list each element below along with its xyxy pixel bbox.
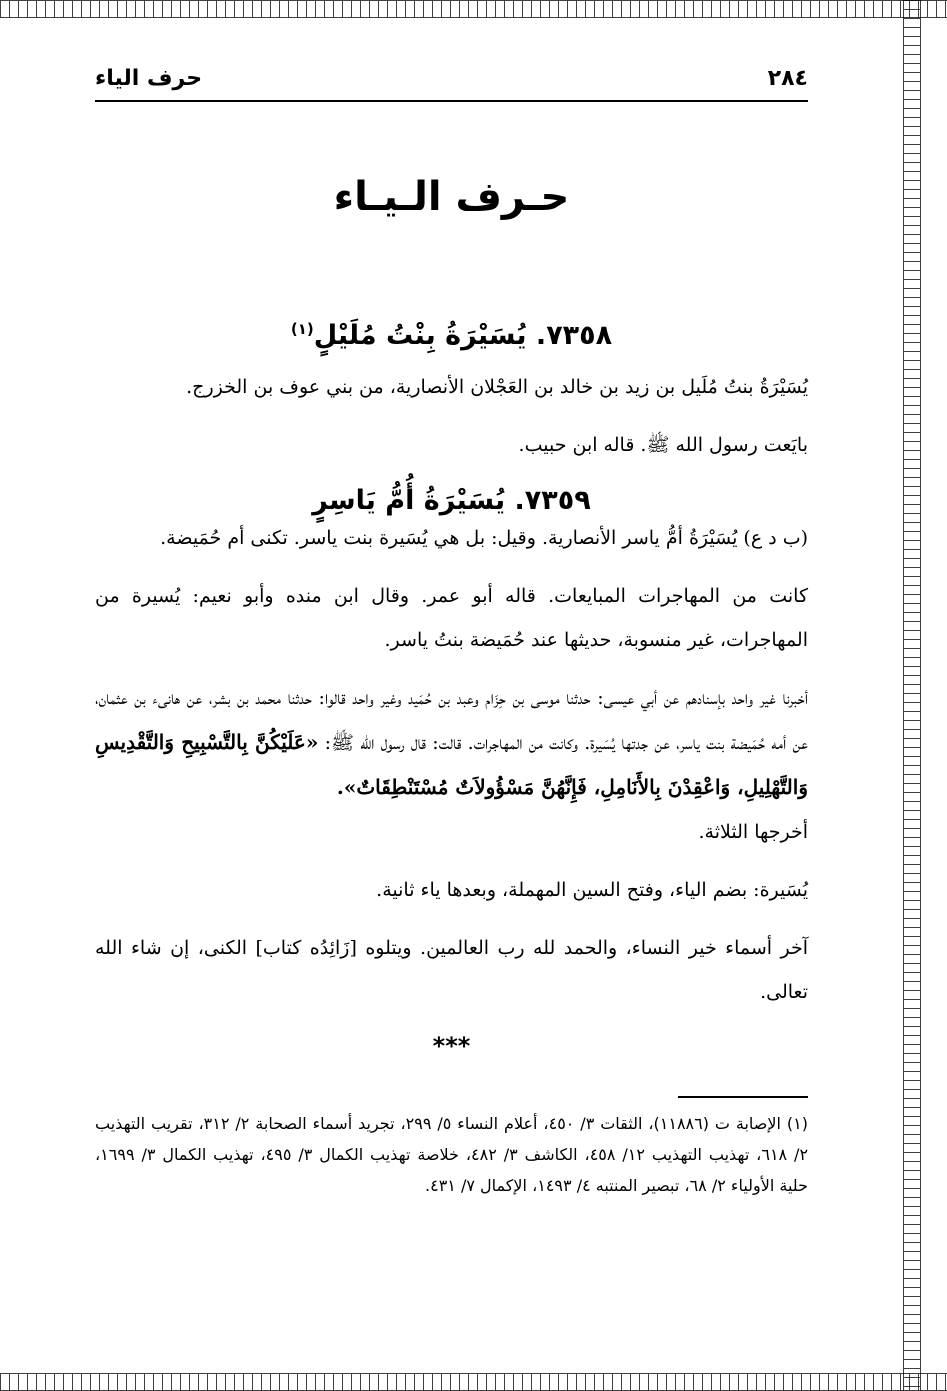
book-page [95,60,808,1201]
footnote-rule [678,1096,808,1098]
entry-paragraph: آخر أسماء خير النساء، والحمد لله رب العالمين. ويتلوه [زَائِدُه كتاب] الكنى، إن شاء الله تعالى. [95,937,808,1003]
footnote: (١) الإصابة ت (١١٨٨٦)، الثقات ٣/ ٤٥٠، أعلام النساء ٥/ ٢٩٩، تجريد أسماء الصحابة ٢/ ٣١٢، تقريب التهذيب ٢/ ٦١٨، تهذيب التهذيب ١٢/ ٤٥٨، الكاشف ٣/ ٤٨٢، خلاصة تهذيب الكمال ٣/ ٤٩٥، تهذيب الكمال ٣/ ١٦٩٩، حلية الأولياء ٢/ ٦٨، تبصير المنتبه ٤/ ١٤٩٣، الإكمال ٧/ ٤٣١. [95,1114,809,1195]
entry-paragraph: بايَعت رسول الله ﷺ. قاله ابن حبيب. [518,434,808,456]
entry-paragraph: كانت من المهاجرات المبايعات. قاله أبو عمر. وقال ابن منده وأبو نعيم: يُسيرة من المهاجرات، غير منسوبة، حديثها عند حُمَيضة بنتُ ياسر. [95,585,808,651]
isnad-text: أخبرنا غير واحد بإسنادهم عن أبي عيسى: حدثنا موسى بن حِزَام وعبد بن حُمَيد وغير واحد قالوا: حدثنا محمد بن بشر، عن هانىء بن عثمان، عن أمه حُمَيضة بنت ياسر، عن جدتها يُسَيرة. وكانت من المهاجرات. قالت: قال رسول الله ﷺ: [95,687,808,754]
chapter-title: حـرف الـيـاء [333,174,570,220]
entry-paragraph: أخرجها الثلاثة. [698,821,808,843]
header-rule [95,100,808,102]
entry-paragraph [95,676,808,810]
running-header [95,60,808,96]
entry-title-text: ٧٣٥٩. يُسَيْرَةُ أُمُّ يَاسِرٍ [312,485,591,516]
entry-paragraph: يُسَيْرَةُ بنتُ مُلَيل بن زيد بن خالد بن العَجْلان الأنصارية، من بني عوف بن الخزرج. [186,376,808,398]
entry-paragraph: يُسَيرة: بضم الياء، وفتح السين المهملة، وبعدها ياء ثانية. [376,879,808,901]
entry-title [95,485,808,516]
footnote-reference: (١) [290,320,314,338]
decorative-border-top [0,0,947,18]
page-number: ٢٨٤ [767,65,808,91]
entry-title-text: ٧٣٥٨. يُسَيْرَةُ بِنْتُ مُلَيْلٍ [313,320,613,351]
entry-title [95,320,808,351]
hadith-text: «عَلَيْكُنَّ بِالتَّسْبِيحِ وَالتَّقْدِيسِ وَالتَّهْلِيلِ، وَاعْقِدْنَ بِالأَنَامِلِ، فَإِنَّهُنَّ مَسْؤُولاَتٌ مُسْتَنْطِقَاتٌ». [95,730,808,799]
section-separator: *** [432,1032,471,1060]
section-name: حرف الياء [95,65,203,91]
decorative-border-bottom [0,1373,947,1391]
entry-paragraph: (ب د ع) يُسَيْرَةُ أمُّ ياسر الأنصارية. وقيل: بل هي يُسَيرة بنت ياسر. تكنى أم حُمَيضة. [160,527,808,549]
decorative-border-right [903,0,921,1391]
